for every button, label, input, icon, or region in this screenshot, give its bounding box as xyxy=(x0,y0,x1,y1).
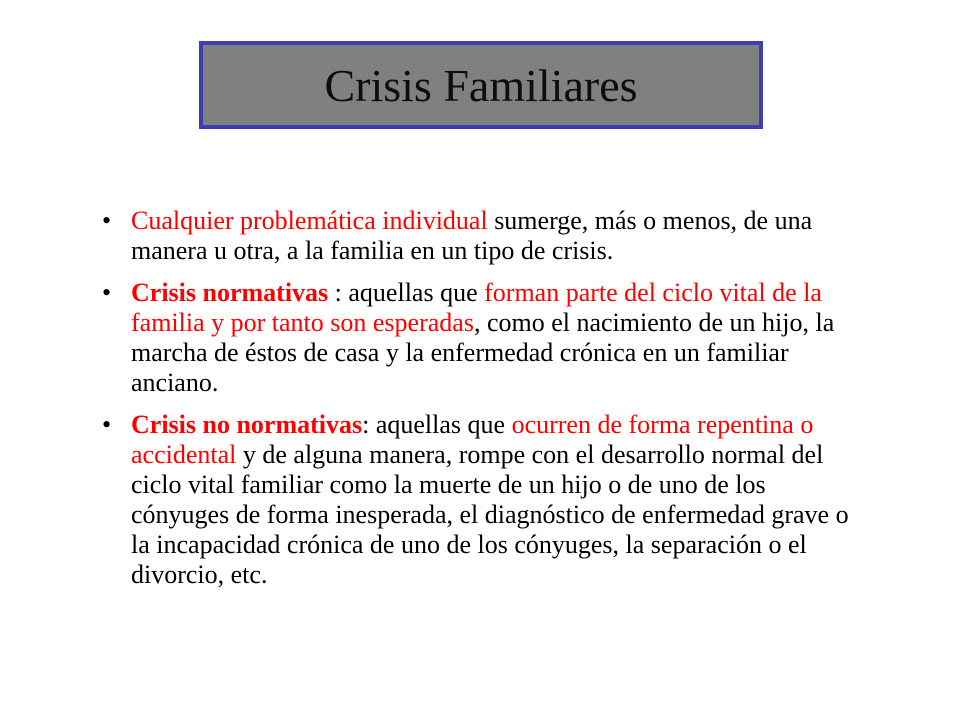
bullet-marker: • xyxy=(102,278,112,307)
title-box xyxy=(199,41,763,129)
bullet-list xyxy=(96,206,856,602)
body-text: , como el nacimiento de un hijo, la marcha de éstos de casa y la enfermedad crónica en un familiar anciano. xyxy=(131,308,835,397)
body-text: sumerge, más o menos, de una manera u otra, a la familia en un tipo de crisis. xyxy=(131,206,813,265)
highlight-text: ocurren de forma repentina o accidental xyxy=(131,410,814,469)
bullet-marker: • xyxy=(102,206,112,235)
bullet-item-2 xyxy=(96,278,856,398)
body-text: : aquellas que xyxy=(328,278,485,307)
body-text: : aquellas que xyxy=(362,410,512,439)
bullet-item-3 xyxy=(96,410,856,590)
term-label: Crisis normativas xyxy=(131,278,329,307)
term-label: Crisis no normativas xyxy=(131,410,363,439)
highlight-text: Cualquier problemática individual xyxy=(131,206,488,235)
bullet-item-1 xyxy=(96,206,856,266)
slide-title: Crisis Familiares xyxy=(324,59,638,111)
body-text: y de alguna manera, rompe con el desarrollo normal del ciclo vital familiar como la muerte de un hijo o de uno de los cónyuges de forma inesperada, el diagnóstico de enfermedad grave o la incapacidad crónica de uno de los cónyuges, la separación o el divorcio, etc. xyxy=(131,440,849,589)
highlight-text: forman parte del ciclo vital de la familia y por tanto son esperadas xyxy=(131,278,822,337)
bullet-marker: • xyxy=(102,410,112,439)
